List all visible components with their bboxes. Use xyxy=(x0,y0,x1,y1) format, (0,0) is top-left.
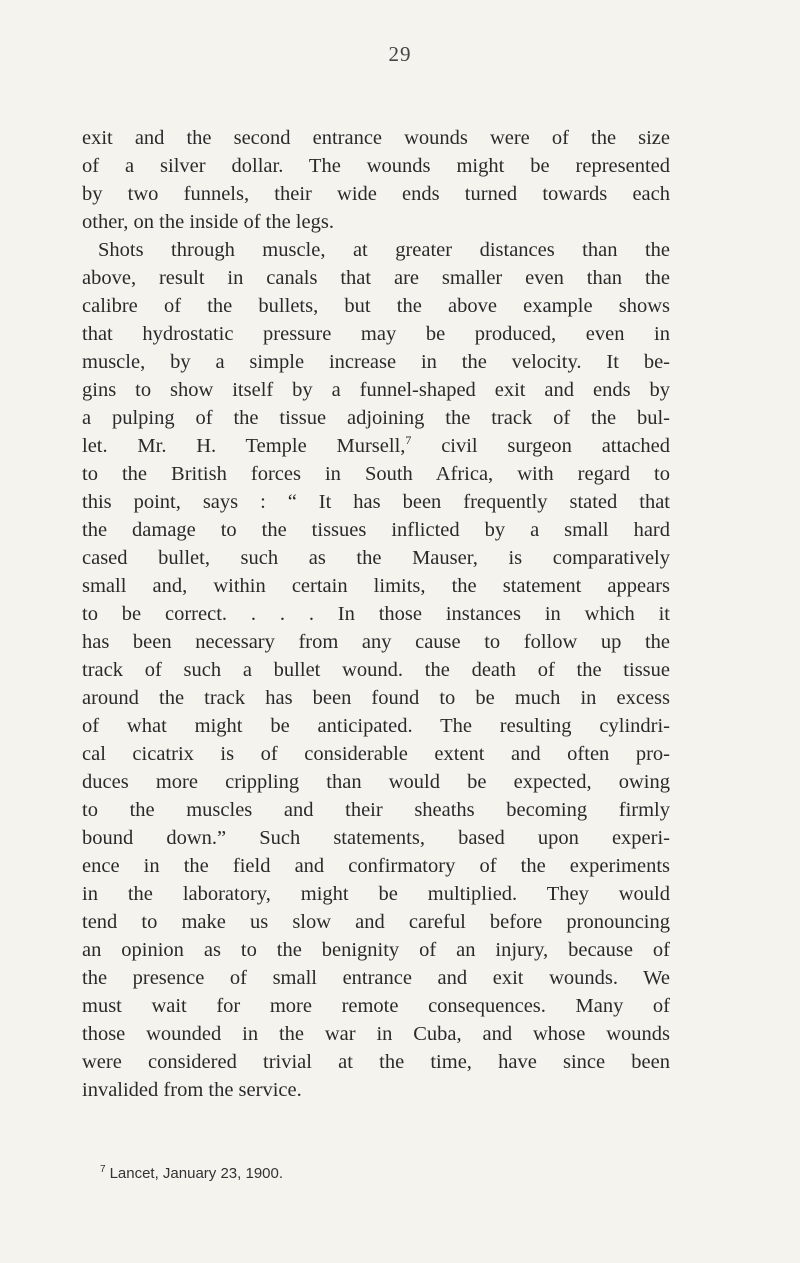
text-line: gins to show itself by a funnel-shaped exit and ends by xyxy=(82,379,670,401)
text-line: to be correct. . . . In those instances in which it xyxy=(82,603,670,625)
text-line-head: let. Mr. H. Temple Mursell, xyxy=(82,435,406,457)
text-line: exit and the second entrance wounds were of the size xyxy=(82,127,670,149)
text-line: an opinion as to the benignity of an injury, because of xyxy=(82,939,670,961)
text-line: track of such a bullet wound. the death of the tissue xyxy=(82,659,670,681)
text-line: has been necessary from any cause to follow up the xyxy=(82,631,670,653)
text-line: above, result in canals that are smaller even than the xyxy=(82,267,670,289)
footnote-marker: 7 xyxy=(100,1164,106,1175)
text-line: calibre of the bullets, but the above example shows xyxy=(82,295,670,317)
text-line: duces more crippling than would be expected, owing xyxy=(82,771,670,793)
text-line: of what might be anticipated. The resulting cylindri- xyxy=(82,715,670,737)
text-line: this point, says : “ It has been frequently stated that xyxy=(82,491,670,513)
text-line: tend to make us slow and careful before pronouncing xyxy=(82,911,670,933)
text-line: those wounded in the war in Cuba, and whose wounds xyxy=(82,1023,670,1045)
footnote-text: Lancet, January 23, 1900. xyxy=(109,1165,284,1182)
text-line: were considered trivial at the time, have since been xyxy=(82,1051,670,1073)
text-line: in the laboratory, might be multiplied. They would xyxy=(82,883,670,905)
text-line: muscle, by a simple increase in the velocity. It be- xyxy=(82,351,670,373)
text-line: Shots through muscle, at greater distances than the xyxy=(98,239,670,261)
text-line: the presence of small entrance and exit wounds. We xyxy=(82,967,670,989)
text-line: other, on the inside of the legs. xyxy=(82,211,334,233)
text-line: small and, within certain limits, the statement appears xyxy=(82,575,670,597)
text-line: around the track has been found to be much in excess xyxy=(82,687,670,709)
text-line: to the muscles and their sheaths becoming firmly xyxy=(82,799,670,821)
text-line: the damage to the tissues inflicted by a small hard xyxy=(82,519,670,541)
text-line: to the British forces in South Africa, with regard to xyxy=(82,463,670,485)
footnote-ref: 7 xyxy=(405,433,412,448)
text-line: by two funnels, their wide ends turned towards each xyxy=(82,183,670,205)
text-line: cal cicatrix is of considerable extent and often pro- xyxy=(82,743,670,765)
page-number: 29 xyxy=(388,42,412,66)
text-line: of a silver dollar. The wounds might be represented xyxy=(82,155,670,177)
text-line-tail: civil surgeon attached xyxy=(441,435,670,457)
text-line: invalided from the service. xyxy=(82,1079,302,1101)
footnote xyxy=(100,1165,283,1182)
text-line: ence in the field and confirmatory of the experiments xyxy=(82,855,670,877)
text-line: that hydrostatic pressure may be produced, even in xyxy=(82,323,670,345)
text-line: cased bullet, such as the Mauser, is comparatively xyxy=(82,547,670,569)
text-line xyxy=(82,433,670,459)
text-line: a pulping of the tissue adjoining the track of the bul- xyxy=(82,407,670,429)
text-line: must wait for more remote consequences. Many of xyxy=(82,995,670,1017)
text-line: bound down.” Such statements, based upon experi- xyxy=(82,827,670,849)
